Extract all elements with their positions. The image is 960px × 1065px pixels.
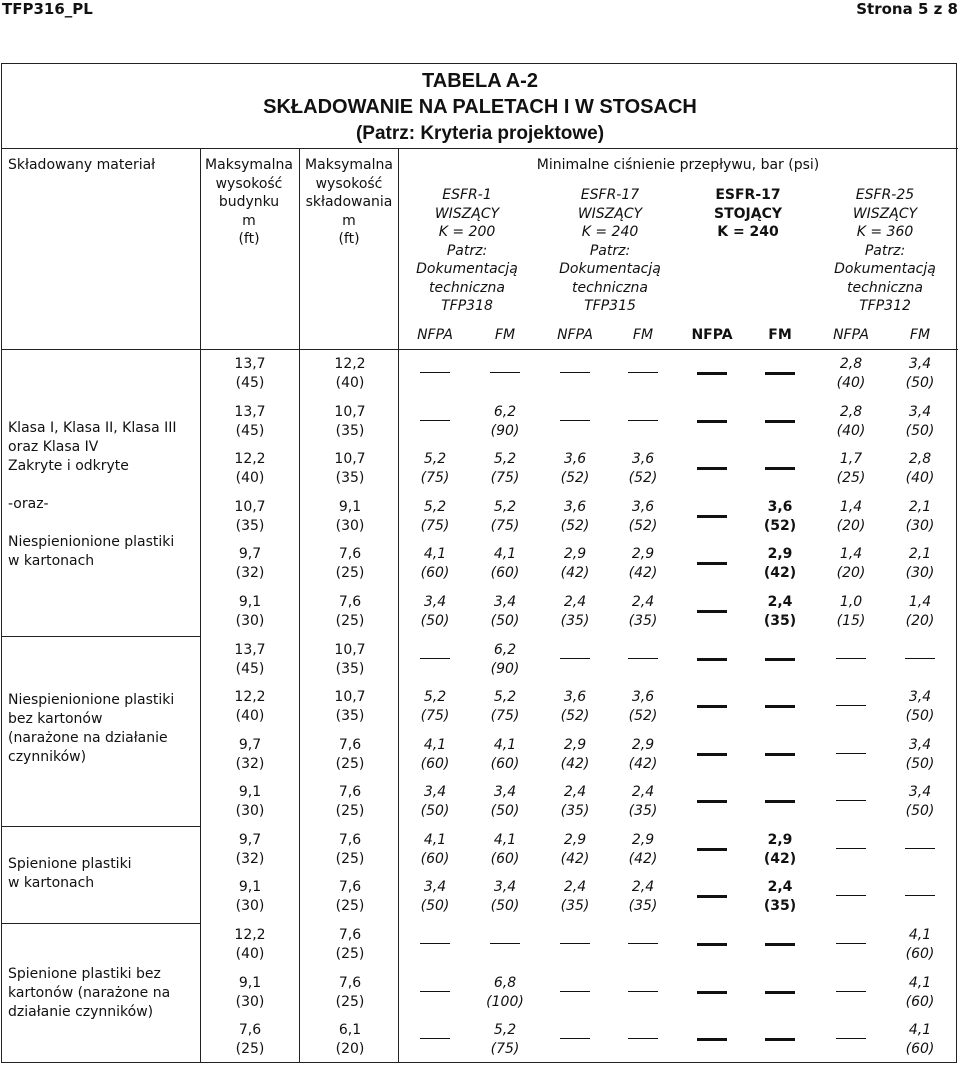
storage-height-cell: 10,7 (35) xyxy=(334,451,366,486)
dash-mark xyxy=(420,372,450,373)
material-group-label: Niespienionione plastiki bez kartonów (narażone na działanie czynników) xyxy=(8,692,175,765)
subheader-nfpa: NFPA xyxy=(417,327,453,343)
dash-mark xyxy=(628,991,658,992)
storage-height-cell: 9,1 (30) xyxy=(335,499,365,534)
dash-mark xyxy=(420,991,450,992)
pressure-value: 1,4 (20) xyxy=(905,594,935,629)
dash-mark xyxy=(836,943,866,944)
pressure-value: 6,2 (90) xyxy=(490,404,520,439)
storage-height-cell: 10,7 (35) xyxy=(334,642,366,677)
building-height-cell: 13,7 (45) xyxy=(234,404,266,439)
dash-mark xyxy=(765,658,795,661)
pressure-value: 5,2 (75) xyxy=(490,689,520,724)
pressure-value: 2,4 (35) xyxy=(763,594,797,629)
building-height-cell: 9,1 (30) xyxy=(235,879,265,914)
dash-mark xyxy=(697,610,727,613)
pressure-value: 3,4 (50) xyxy=(905,356,935,391)
building-height-cell: 7,6 (25) xyxy=(235,1022,265,1057)
pressure-value: 4,1 (60) xyxy=(905,975,935,1010)
pressure-value: 2,8 (40) xyxy=(836,356,866,391)
pressure-value: 3,6 (52) xyxy=(628,499,658,534)
pressure-value: 2,4 (35) xyxy=(628,784,658,819)
dash-mark xyxy=(905,658,935,659)
storage-height-cell: 10,7 (35) xyxy=(334,404,366,439)
dash-mark xyxy=(697,800,727,803)
dash-mark xyxy=(765,991,795,994)
dash-mark xyxy=(560,658,590,659)
dash-mark xyxy=(765,943,795,946)
dash-mark xyxy=(420,1038,450,1039)
building-height-cell: 12,2 (40) xyxy=(234,451,266,486)
pressure-value: 5,2 (75) xyxy=(420,451,450,486)
storage-height-cell: 7,6 (25) xyxy=(335,975,365,1010)
document-id: TFP316_PL xyxy=(2,0,93,18)
pressure-value: 3,4 (50) xyxy=(420,784,450,819)
pressure-value: 4,1 (60) xyxy=(420,737,450,772)
dash-mark xyxy=(628,1038,658,1039)
sprinkler-header: ESFR-17 STOJĄCY K = 240 xyxy=(714,187,782,240)
dash-mark xyxy=(697,705,727,708)
pressure-value: 3,4 (50) xyxy=(420,594,450,629)
dash-mark xyxy=(697,562,727,565)
sprinkler-header: ESFR-25 WISZĄCY K = 360 Patrz: Dokumentacją techniczna TFP312 xyxy=(834,187,936,314)
storage-height-header: Maksymalna wysokość składowania m (ft) xyxy=(305,157,393,247)
dash-mark xyxy=(420,943,450,944)
dash-mark xyxy=(836,753,866,754)
pressure-value: 5,2 (75) xyxy=(420,689,450,724)
dash-mark xyxy=(697,515,727,518)
building-height-cell: 9,7 (32) xyxy=(235,832,265,867)
horizontal-rule xyxy=(1,826,201,827)
building-height-cell: 9,1 (30) xyxy=(235,594,265,629)
sprinkler-header: ESFR-1 WISZĄCY K = 200 Patrz: Dokumentacją techniczna TFP318 xyxy=(416,187,518,314)
dash-mark xyxy=(420,420,450,421)
storage-height-cell: 7,6 (25) xyxy=(335,784,365,819)
horizontal-rule xyxy=(1,636,201,637)
dash-mark xyxy=(560,420,590,421)
pressure-value: 1,4 (20) xyxy=(836,546,866,581)
subheader-fm: FM xyxy=(494,327,516,343)
storage-height-cell: 7,6 (25) xyxy=(335,879,365,914)
building-height-cell: 9,1 (30) xyxy=(235,975,265,1010)
pressure-value: 2,9 (42) xyxy=(628,832,658,867)
dash-mark xyxy=(697,372,727,375)
pressure-value: 4,1 (60) xyxy=(420,546,450,581)
storage-height-cell: 6,1 (20) xyxy=(335,1022,365,1057)
dash-mark xyxy=(765,372,795,375)
material-group-label: Klasa I, Klasa II, Klasa III oraz Klasa IV Zakryte i odkryte -oraz- Niespienionione plastiki w kartonach xyxy=(8,420,177,569)
material-column-header: Składowany materiał xyxy=(8,157,156,173)
pressure-value: 2,9 (42) xyxy=(560,832,590,867)
dash-mark xyxy=(560,991,590,992)
storage-height-cell: 7,6 (25) xyxy=(335,546,365,581)
pressure-value: 1,4 (20) xyxy=(836,499,866,534)
horizontal-rule xyxy=(1,148,958,149)
pressure-value: 3,6 (52) xyxy=(560,689,590,724)
building-height-header: Maksymalna wysokość budynku m (ft) xyxy=(205,157,293,247)
pressure-value: 3,4 (50) xyxy=(420,879,450,914)
dash-mark xyxy=(490,372,520,373)
pressure-value: 5,2 (75) xyxy=(490,499,520,534)
pressure-value: 4,1 (60) xyxy=(905,1022,935,1057)
pressure-value: 2,4 (35) xyxy=(560,594,590,629)
min-pressure-header: Minimalne ciśnienie przepływu, bar (psi) xyxy=(536,157,820,173)
pressure-value: 3,6 (52) xyxy=(560,451,590,486)
dash-mark xyxy=(836,658,866,659)
building-height-cell: 10,7 (35) xyxy=(234,499,266,534)
dash-mark xyxy=(697,420,727,423)
material-group-label: Spienione plastiki bez kartonów (narażone na działanie czynników) xyxy=(8,966,171,1020)
dash-mark xyxy=(697,991,727,994)
pressure-value: 2,9 (42) xyxy=(763,832,797,867)
dash-mark xyxy=(765,420,795,423)
dash-mark xyxy=(765,705,795,708)
building-height-cell: 12,2 (40) xyxy=(234,927,266,962)
pressure-value: 4,1 (60) xyxy=(490,737,520,772)
dash-mark xyxy=(628,658,658,659)
pressure-value: 2,4 (35) xyxy=(560,879,590,914)
subheader-nfpa: NFPA xyxy=(691,327,733,343)
dash-mark xyxy=(697,895,727,898)
subheader-fm: FM xyxy=(632,327,654,343)
pressure-value: 4,1 (60) xyxy=(490,832,520,867)
storage-height-cell: 12,2 (40) xyxy=(334,356,366,391)
storage-height-cell: 10,7 (35) xyxy=(334,689,366,724)
pressure-value: 5,2 (75) xyxy=(490,451,520,486)
pressure-value: 3,6 (52) xyxy=(763,499,797,534)
pressure-value: 3,4 (50) xyxy=(490,879,520,914)
pressure-value: 2,1 (30) xyxy=(905,546,935,581)
pressure-value: 2,9 (42) xyxy=(560,737,590,772)
dash-mark xyxy=(628,943,658,944)
pressure-value: 2,1 (30) xyxy=(905,499,935,534)
page-header xyxy=(0,0,960,20)
subheader-fm: FM xyxy=(768,327,792,343)
pressure-value: 3,6 (52) xyxy=(628,451,658,486)
dash-mark xyxy=(697,943,727,946)
dash-mark xyxy=(905,895,935,896)
pressure-value: 2,9 (42) xyxy=(628,546,658,581)
dash-mark xyxy=(560,372,590,373)
dash-mark xyxy=(560,1038,590,1039)
pressure-value: 2,4 (35) xyxy=(560,784,590,819)
dash-mark xyxy=(420,658,450,659)
subheader-nfpa: NFPA xyxy=(557,327,593,343)
dash-mark xyxy=(765,1038,795,1041)
storage-height-cell: 7,6 (25) xyxy=(335,594,365,629)
dash-mark xyxy=(905,848,935,849)
storage-height-cell: 7,6 (25) xyxy=(335,927,365,962)
material-group-label: Spienione plastiki w kartonach xyxy=(8,856,132,891)
building-height-cell: 9,1 (30) xyxy=(235,784,265,819)
page-number: Strona 5 z 8 xyxy=(856,0,958,18)
pressure-value: 1,7 (25) xyxy=(836,451,866,486)
pressure-value: 3,4 (50) xyxy=(905,784,935,819)
pressure-value: 3,4 (50) xyxy=(905,404,935,439)
pressure-value: 2,8 (40) xyxy=(905,451,935,486)
table-note: (Patrz: Kryteria projektowe) xyxy=(355,123,605,144)
subheader-fm: FM xyxy=(909,327,931,343)
dash-mark xyxy=(697,753,727,756)
dash-mark xyxy=(836,705,866,706)
dash-mark xyxy=(490,943,520,944)
sprinkler-header: ESFR-17 WISZĄCY K = 240 Patrz: Dokumentacją techniczna TFP315 xyxy=(559,187,661,314)
pressure-value: 2,9 (42) xyxy=(763,546,797,581)
dash-mark xyxy=(697,467,727,470)
building-height-cell: 12,2 (40) xyxy=(234,689,266,724)
pressure-value: 3,4 (50) xyxy=(905,689,935,724)
dash-mark xyxy=(765,753,795,756)
dash-mark xyxy=(697,1038,727,1041)
storage-height-cell: 7,6 (25) xyxy=(335,832,365,867)
pressure-value: 2,9 (42) xyxy=(628,737,658,772)
pressure-value: 2,9 (42) xyxy=(560,546,590,581)
pressure-value: 1,0 (15) xyxy=(836,594,866,629)
pressure-value: 3,4 (50) xyxy=(905,737,935,772)
pressure-value: 2,8 (40) xyxy=(836,404,866,439)
pressure-value: 3,4 (50) xyxy=(490,594,520,629)
pressure-value: 2,4 (35) xyxy=(628,594,658,629)
pressure-value: 4,1 (60) xyxy=(490,546,520,581)
pressure-value: 3,6 (52) xyxy=(628,689,658,724)
dash-mark xyxy=(628,420,658,421)
pressure-value: 5,2 (75) xyxy=(490,1022,520,1057)
pressure-value: 2,4 (35) xyxy=(628,879,658,914)
pressure-value: 3,4 (50) xyxy=(490,784,520,819)
pressure-value: 4,1 (60) xyxy=(905,927,935,962)
horizontal-rule xyxy=(1,923,201,924)
horizontal-rule xyxy=(1,349,958,350)
pressure-value: 3,6 (52) xyxy=(560,499,590,534)
dash-mark xyxy=(765,467,795,470)
dash-mark xyxy=(836,991,866,992)
building-height-cell: 13,7 (45) xyxy=(234,356,266,391)
dash-mark xyxy=(836,800,866,801)
dash-mark xyxy=(836,1038,866,1039)
dash-mark xyxy=(628,372,658,373)
pressure-value: 5,2 (75) xyxy=(420,499,450,534)
building-height-cell: 9,7 (32) xyxy=(235,546,265,581)
pressure-value: 4,1 (60) xyxy=(420,832,450,867)
table-title: TABELA A-2 xyxy=(422,70,538,92)
dash-mark xyxy=(836,848,866,849)
dash-mark xyxy=(836,895,866,896)
dash-mark xyxy=(697,848,727,851)
building-height-cell: 13,7 (45) xyxy=(234,642,266,677)
pressure-value: 2,4 (35) xyxy=(763,879,797,914)
building-height-cell: 9,7 (32) xyxy=(235,737,265,772)
subheader-nfpa: NFPA xyxy=(833,327,869,343)
dash-mark xyxy=(560,943,590,944)
storage-height-cell: 7,6 (25) xyxy=(335,737,365,772)
table-subtitle: SKŁADOWANIE NA PALETACH I W STOSACH xyxy=(263,96,697,118)
dash-mark xyxy=(765,800,795,803)
pressure-value: 6,8 (100) xyxy=(486,975,524,1010)
dash-mark xyxy=(697,658,727,661)
pressure-value: 6,2 (90) xyxy=(490,642,520,677)
